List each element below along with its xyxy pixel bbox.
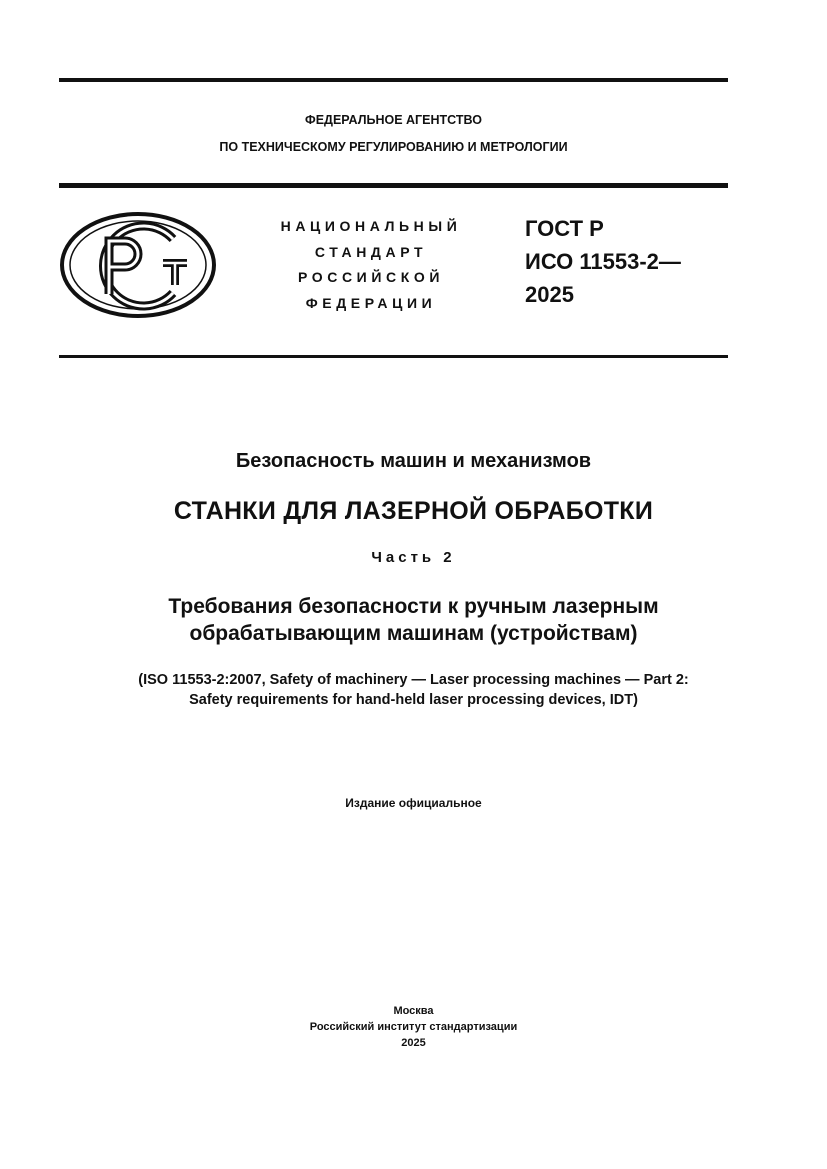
edition-label: Издание официальное xyxy=(345,796,482,810)
original-standard-reference xyxy=(40,670,787,710)
document-subtitle xyxy=(40,593,787,647)
standard-type-line: НАЦИОНАЛЬНЫЙ xyxy=(280,218,462,234)
standard-type xyxy=(262,214,480,316)
standard-number xyxy=(525,212,681,311)
document-part: Часть 2 xyxy=(371,549,456,566)
publisher-institute: Российский институт стандартизации xyxy=(309,1021,518,1033)
agency-name-line2: ПО ТЕХНИЧЕСКОМУ РЕГУЛИРОВАНИЮ И МЕТРОЛОГИИ xyxy=(219,140,568,154)
standard-number-line: ГОСТ Р xyxy=(525,216,604,241)
top-rule xyxy=(59,78,728,82)
document-category: Безопасность машин и механизмов xyxy=(235,450,592,472)
standard-type-line: СТАНДАРТ xyxy=(314,243,428,260)
standard-number-line: 2025 xyxy=(525,282,574,307)
document-subtitle-line: Требования безопасности к ручным лазерным xyxy=(168,595,659,618)
original-reference-line: Safety requirements for hand-held laser processing devices, IDT) xyxy=(189,692,638,708)
document-title: СТАНКИ ДЛЯ ЛАЗЕРНОЙ ОБРАБОТКИ xyxy=(173,497,654,525)
publication-year: 2025 xyxy=(401,1037,426,1049)
standard-type-line: РОССИЙСКОЙ xyxy=(298,269,444,285)
agency-name-line1: ФЕДЕРАЛЬНОЕ АГЕНТСТВО xyxy=(305,113,482,127)
standard-type-line: ФЕДЕРАЦИИ xyxy=(305,294,437,311)
gost-r-logo-icon xyxy=(59,211,217,319)
standard-number-line: ИСО 11553-2— xyxy=(525,249,681,274)
publisher-block xyxy=(40,1003,787,1051)
publisher-city: Москва xyxy=(393,1005,434,1017)
document-subtitle-line: обрабатывающим машинам (устройствам) xyxy=(189,622,638,645)
standard-block-rule xyxy=(59,355,728,358)
header-rule xyxy=(59,183,728,188)
original-reference-line: (ISO 11553-2:2007, Safety of machinery — Laser processing machines — Part 2: xyxy=(138,672,689,688)
